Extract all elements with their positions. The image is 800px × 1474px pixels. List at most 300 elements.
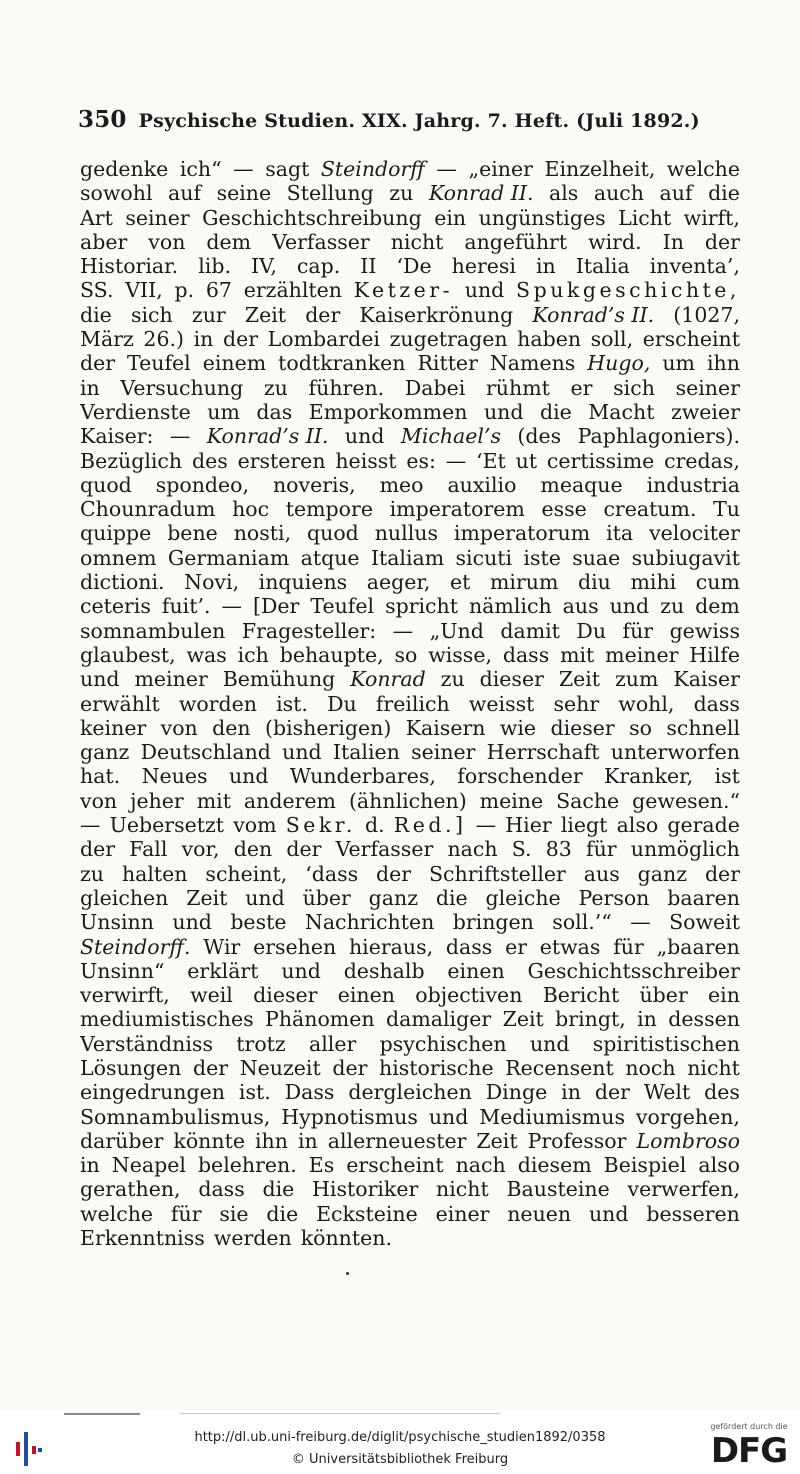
word: die <box>435 885 468 910</box>
word: (des <box>517 424 562 449</box>
word: Bemühung <box>222 667 336 692</box>
word: hieraus, <box>348 934 434 959</box>
text-line <box>80 327 740 351</box>
word: nullus <box>374 521 438 546</box>
word: und <box>281 958 321 983</box>
word: Zeit <box>186 885 228 910</box>
word: was <box>186 642 227 667</box>
word: ceteris <box>80 594 151 619</box>
word: credas, <box>664 448 740 473</box>
word: trotz <box>236 1031 286 1056</box>
word: über <box>639 983 688 1008</box>
word: Art <box>80 205 113 230</box>
text-line <box>80 1056 740 1080</box>
word: und <box>529 1031 570 1056</box>
word: und <box>80 667 120 692</box>
word: und <box>483 399 524 424</box>
word: baaren <box>667 885 740 910</box>
word: spiritistischen <box>592 1031 740 1056</box>
word: zu <box>440 667 465 692</box>
word: Somnambulismus, <box>80 1104 271 1129</box>
word: aller <box>309 1031 357 1056</box>
text-line <box>80 1202 740 1226</box>
running-header <box>78 106 740 133</box>
word: Konrad II. <box>428 181 534 206</box>
word: Geschichtsschreiber <box>527 958 740 983</box>
word: verwerfen, <box>627 1177 740 1202</box>
word: Kaiser: <box>80 424 154 449</box>
word: auf <box>168 181 202 206</box>
word: in <box>193 327 214 352</box>
word: aeger, <box>366 570 431 595</box>
word: Lösungen <box>80 1055 182 1080</box>
text-line <box>80 813 740 837</box>
text-line <box>80 789 740 813</box>
word: einen <box>337 983 395 1008</box>
text-line <box>80 449 740 473</box>
word: Deutschland <box>140 740 271 765</box>
text-line <box>80 1105 740 1129</box>
word: um <box>207 399 240 424</box>
word: nicht <box>687 1055 740 1080</box>
word: Neues <box>141 764 208 789</box>
text-line <box>80 667 740 691</box>
word: erklärt <box>187 958 259 983</box>
text-line <box>80 837 740 861</box>
word: atque <box>300 545 360 570</box>
text-line <box>80 1129 740 1153</box>
word: über <box>302 885 351 910</box>
word: von <box>160 715 198 740</box>
word: Lombroso <box>636 1128 740 1153</box>
word: Dass <box>284 1080 335 1105</box>
word: (ähnlichen) <box>348 788 467 813</box>
word: gleiche <box>485 885 561 910</box>
word: sicuti <box>455 545 513 570</box>
word: Fall <box>129 837 168 862</box>
word: Geschichtschreibung <box>202 205 422 230</box>
text-line <box>80 278 740 302</box>
word: erscheint <box>642 327 740 352</box>
word: dem <box>206 229 252 254</box>
word: ‘dass <box>305 861 359 886</box>
word: des <box>704 1080 740 1105</box>
text-line <box>80 206 740 230</box>
word: objectiven <box>415 983 523 1008</box>
word: meine <box>479 788 544 813</box>
word: das <box>256 399 293 424</box>
word: damit <box>500 618 560 643</box>
word: Neuzeit <box>239 1055 321 1080</box>
word: glaubest, <box>80 642 176 667</box>
word: Wunderbares, <box>289 764 436 789</box>
word: — <box>475 813 497 838</box>
word: Macht <box>588 399 655 424</box>
word: für <box>586 837 617 862</box>
word: certissime <box>546 448 655 473</box>
word: angeführt <box>464 229 568 254</box>
word: Germaniam <box>167 545 290 570</box>
word: ein <box>434 205 467 230</box>
word: mit <box>196 788 231 813</box>
word: Licht <box>618 205 672 230</box>
word: den <box>233 837 273 862</box>
text-line <box>80 1007 740 1031</box>
word: Unsinn“ <box>80 958 165 983</box>
word: Hugo, <box>587 351 651 376</box>
text-line <box>80 740 740 764</box>
word: dieser <box>550 715 615 740</box>
word: heresi <box>451 254 516 279</box>
dfg-logo <box>706 1422 792 1472</box>
word: diesem <box>517 1153 592 1178</box>
word: VII, <box>125 278 163 303</box>
text-line <box>80 497 740 521</box>
word: aus <box>562 594 599 619</box>
word: Namens <box>489 351 576 376</box>
word: „Und <box>429 618 484 643</box>
word: der <box>286 837 322 862</box>
word: gedenke <box>80 157 169 181</box>
word: gewiss <box>669 618 740 643</box>
word: ich <box>237 642 269 667</box>
word: 67 <box>205 278 232 303</box>
word: industria <box>646 472 740 497</box>
word: Tu <box>713 497 740 522</box>
text-line <box>80 473 740 497</box>
word: spricht <box>385 594 458 619</box>
word: und <box>609 594 650 619</box>
word: verwirft, <box>80 983 170 1008</box>
text-line <box>80 643 740 667</box>
word: vorgehen, <box>635 1104 740 1129</box>
text-line <box>80 376 740 400</box>
word: die <box>262 1177 295 1202</box>
text-line <box>80 351 740 375</box>
word: (bisherigen) <box>264 715 392 740</box>
word: sich <box>613 375 655 400</box>
viewer-footer <box>0 1418 800 1474</box>
word: und <box>588 1201 629 1226</box>
word: Teufel <box>127 351 191 376</box>
word: scheint, <box>205 861 288 886</box>
word: Einzelheit, <box>544 157 656 181</box>
word: Recensent <box>505 1055 614 1080</box>
word: in <box>536 254 556 279</box>
word: noveris, <box>272 472 356 497</box>
word: dieser <box>479 667 544 692</box>
word: zur <box>191 302 226 327</box>
word: sich <box>130 302 173 327</box>
word: halten <box>121 861 188 886</box>
word: Herrschaft <box>486 740 600 765</box>
word: welche <box>666 157 740 181</box>
word: meaque <box>540 472 623 497</box>
word: könnte <box>173 1128 245 1153</box>
text-line <box>80 157 740 181</box>
word: gerathen, <box>80 1177 181 1202</box>
word: nämlich <box>468 594 552 619</box>
word: Es <box>308 1153 335 1178</box>
word: zum <box>614 667 659 692</box>
word: werden <box>213 1226 292 1251</box>
word: und <box>228 764 269 789</box>
word: imperatorum <box>453 521 591 546</box>
text-line <box>80 546 740 570</box>
word: Sache <box>556 788 620 813</box>
word: — <box>445 448 467 473</box>
text-line <box>80 230 740 254</box>
word: esse <box>541 497 587 522</box>
word: vor, <box>181 837 220 862</box>
word: historische <box>379 1055 494 1080</box>
word: der <box>376 861 412 886</box>
word: — <box>233 157 254 181</box>
word: tempore <box>285 497 373 522</box>
body-text <box>80 157 740 1250</box>
word: allerneuester <box>327 1128 467 1153</box>
word: hat. <box>80 764 121 789</box>
word: die <box>539 399 572 424</box>
word: in <box>561 1080 581 1105</box>
word: — <box>80 813 101 838</box>
word: psychischen <box>379 1031 507 1056</box>
word: gerade <box>667 813 740 838</box>
word: liegt <box>560 813 608 838</box>
word: einen <box>447 958 505 983</box>
word: ‘De <box>396 254 432 279</box>
word: Italiam <box>370 545 445 570</box>
word: neuen <box>507 1201 572 1226</box>
word: In <box>662 229 684 254</box>
word: Kranker, <box>604 764 694 789</box>
word: Italien <box>332 740 400 765</box>
word: Kaiser <box>673 667 740 692</box>
word: so <box>394 642 418 667</box>
word: Konrad <box>350 667 426 692</box>
word: seine <box>216 181 272 206</box>
word: Dabei <box>404 375 466 400</box>
word: der <box>222 327 259 352</box>
word: Zeit <box>476 1128 518 1153</box>
text-line <box>80 254 740 278</box>
word: Nachrichten <box>304 910 435 935</box>
word: Mediumismus <box>479 1104 625 1129</box>
word: imperatorem <box>389 497 525 522</box>
word: Soweit <box>669 910 740 935</box>
word: Steindorff. <box>80 934 191 959</box>
word: ungünstiges <box>478 205 606 230</box>
word: auch <box>593 181 644 206</box>
word: cum <box>695 570 740 595</box>
word: S. <box>511 837 532 862</box>
ink-speck <box>346 1272 349 1275</box>
word: mediumistisches <box>80 1007 254 1032</box>
word: ihn <box>706 351 740 376</box>
word: dass <box>198 1177 245 1202</box>
word: führen. <box>308 375 385 400</box>
word: auxilio <box>447 472 517 497</box>
word: zugetragen <box>389 327 508 352</box>
word: Hypnotismus <box>281 1104 418 1129</box>
word: Emporkommen <box>308 399 468 424</box>
word: weisst <box>468 691 535 716</box>
word: bringen <box>452 910 534 935</box>
word: lib. <box>198 254 231 279</box>
word: — <box>436 157 457 181</box>
word: erscheint <box>346 1153 444 1178</box>
word: p. <box>174 278 195 303</box>
word: Verfasser <box>272 229 370 254</box>
word: zu <box>389 181 414 206</box>
word: März <box>80 327 134 352</box>
word: freilich <box>375 691 450 716</box>
word: Historiker <box>312 1177 419 1202</box>
word: heisst <box>335 448 397 473</box>
word: Bericht <box>542 983 620 1008</box>
word: einer <box>435 1201 490 1226</box>
word: darüber <box>80 1128 164 1153</box>
word: seiner <box>675 375 740 400</box>
word: ita <box>606 521 634 546</box>
word: könnten. <box>300 1226 392 1251</box>
word: Erkenntniss <box>80 1226 205 1251</box>
word: quippe <box>80 521 152 546</box>
word: also <box>616 813 659 838</box>
word: 26.) <box>143 327 185 352</box>
word: Dinge <box>485 1080 548 1105</box>
word: um <box>662 351 695 376</box>
word: erzählten <box>243 278 343 303</box>
word: aus <box>583 861 620 886</box>
word: zu <box>80 861 105 886</box>
word: der <box>704 229 740 254</box>
word: Kaiserkrönung <box>359 302 514 327</box>
word: Spukgeschichte, <box>516 278 740 303</box>
word: Ecksteine <box>316 1201 418 1226</box>
word: welche <box>80 1201 154 1226</box>
word: Person <box>578 885 650 910</box>
word: die <box>80 302 112 327</box>
word: Zeit <box>502 1007 544 1032</box>
text-line <box>80 764 740 788</box>
word: 83 <box>545 837 572 862</box>
word: nach <box>455 1153 506 1178</box>
text-line <box>80 983 740 1007</box>
word: einem <box>202 351 267 376</box>
word: und <box>172 910 212 935</box>
word: Versuchung <box>120 375 244 400</box>
word: unmöglich <box>630 837 740 862</box>
word: Zeit <box>558 667 601 692</box>
word: aber <box>80 229 128 254</box>
word: Du <box>327 691 357 716</box>
text-line <box>80 1153 740 1177</box>
word: Uebersetzt <box>109 813 225 838</box>
word: iste <box>523 545 561 570</box>
word: zu <box>660 594 685 619</box>
word: Chounradum <box>80 497 216 522</box>
word: erwählt <box>80 691 160 716</box>
word: nicht <box>436 1177 489 1202</box>
word: suae <box>572 545 621 570</box>
page-edge-line <box>180 1413 500 1414</box>
word: dass <box>693 691 740 716</box>
word: der <box>332 1055 368 1080</box>
copyright-notice: © Universitätsbibliothek Freiburg <box>291 1452 509 1467</box>
word: Verdienste <box>80 399 191 424</box>
word: der <box>192 1055 229 1080</box>
word: weil <box>190 983 233 1008</box>
text-line <box>80 400 740 424</box>
word: beste <box>230 910 287 935</box>
word: Konrad’s II. <box>532 302 655 327</box>
text-line <box>80 935 740 959</box>
word: ersteren <box>237 448 326 473</box>
text-line <box>80 424 740 448</box>
word: cap. <box>296 254 341 279</box>
word: — <box>169 424 191 449</box>
word: die <box>708 181 740 206</box>
word: meo <box>379 472 424 497</box>
word: ist. <box>276 691 308 716</box>
word: von <box>148 229 186 254</box>
word: hoc <box>232 497 270 522</box>
word: dergleichen <box>348 1080 472 1105</box>
word: besseren <box>646 1201 740 1226</box>
word: und <box>464 278 505 303</box>
word: und <box>428 1104 469 1129</box>
word: er <box>570 375 593 400</box>
word: sowohl <box>80 181 153 206</box>
page-edge-mark <box>64 1413 140 1415</box>
word: Phänomen <box>265 1007 375 1032</box>
word: Italia <box>575 254 630 279</box>
word: von <box>80 788 118 813</box>
word: mirum <box>489 570 559 595</box>
word: „baaren <box>656 934 740 959</box>
word: und <box>245 885 285 910</box>
text-line <box>80 862 740 886</box>
word: ein <box>708 983 740 1008</box>
word: Wir <box>203 934 241 959</box>
word: unterworfen <box>610 740 740 765</box>
word: es: <box>406 448 436 473</box>
word: belehren. <box>197 1153 297 1178</box>
word: — <box>630 910 651 935</box>
text-line <box>80 716 740 740</box>
word: Neapel <box>111 1153 186 1178</box>
word: ich“ <box>179 157 222 181</box>
word: Zeit <box>244 302 287 327</box>
source-url-link[interactable]: http://dl.ub.uni-freiburg.de/diglit/psychische_studien1892/0358 <box>194 1430 606 1445</box>
text-line <box>80 1032 740 1056</box>
text-line <box>80 886 740 910</box>
word: Paphlagoniers). <box>577 424 740 449</box>
word: omnem <box>80 545 157 570</box>
word: seiner <box>125 205 190 230</box>
word: meiner <box>134 667 208 692</box>
word: Sekr. <box>285 813 356 838</box>
word: zu <box>263 375 288 400</box>
word: Ritter <box>417 351 478 376</box>
word: der <box>594 1080 630 1105</box>
word: für <box>613 934 644 959</box>
word: ‘Et <box>476 448 506 473</box>
word: in <box>80 375 100 400</box>
text-line <box>80 594 740 618</box>
word: d. <box>365 813 385 838</box>
